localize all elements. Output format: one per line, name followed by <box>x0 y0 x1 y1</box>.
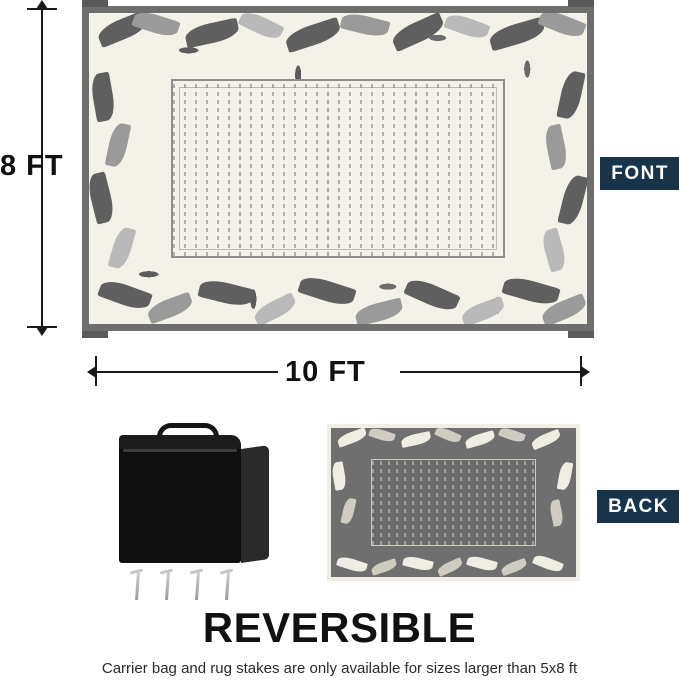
palm-leaf-icon <box>464 430 496 449</box>
bag-zipper-icon <box>123 449 237 452</box>
palm-leaf-icon <box>336 428 368 448</box>
footnote-text: Carrier bag and rug stakes are only available for sizes larger than 5x8 ft <box>101 660 578 677</box>
palm-leaf-icon <box>557 461 574 491</box>
rug-stakes-group <box>128 568 246 602</box>
badge-back: BACK <box>597 490 679 523</box>
palm-leaf-icon <box>530 429 562 450</box>
stripe-texture <box>372 460 535 545</box>
rug-edge-bar <box>82 0 108 7</box>
rug-edge-bar <box>568 0 594 7</box>
palm-leaf-icon <box>368 428 396 444</box>
panel-frame <box>179 87 497 250</box>
palm-leaf-icon <box>340 497 356 525</box>
palm-leaf-icon <box>331 461 347 491</box>
stake-icon <box>218 568 240 600</box>
width-dimension-label: 10 FT <box>285 356 366 388</box>
palm-leaf-icon <box>548 499 564 527</box>
rug-edge-bar <box>82 331 108 338</box>
palm-leaf-icon <box>436 557 464 577</box>
rug-back-surface <box>331 428 576 577</box>
palm-leaf-icon <box>336 555 368 575</box>
bag-side-panel <box>241 445 269 563</box>
headline-reversible: REVERSIBLE <box>202 604 477 651</box>
rug-front-view <box>82 6 594 331</box>
height-dimension-label: 8 FT <box>0 150 64 182</box>
palm-leaf-icon <box>434 428 462 445</box>
rug-edge-bar <box>568 331 594 338</box>
bag-body <box>119 441 241 563</box>
badge-front: FONT <box>600 157 679 190</box>
stake-icon <box>128 568 150 600</box>
palm-leaf-icon <box>500 558 528 576</box>
rug-back-inner-panel <box>371 459 536 546</box>
palm-leaf-icon <box>532 553 564 574</box>
palm-leaf-icon <box>370 558 398 576</box>
stake-icon <box>158 568 180 600</box>
rug-front-surface <box>89 13 587 324</box>
palm-leaf-icon <box>400 431 432 448</box>
rug-inner-panel <box>171 79 505 258</box>
stake-icon <box>188 568 210 600</box>
bag-top-flap <box>119 435 241 449</box>
carrier-bag <box>119 423 269 563</box>
palm-leaf-icon <box>402 555 434 573</box>
rug-back-view <box>327 424 580 581</box>
palm-leaf-icon <box>466 554 498 573</box>
palm-leaf-icon <box>498 428 526 444</box>
